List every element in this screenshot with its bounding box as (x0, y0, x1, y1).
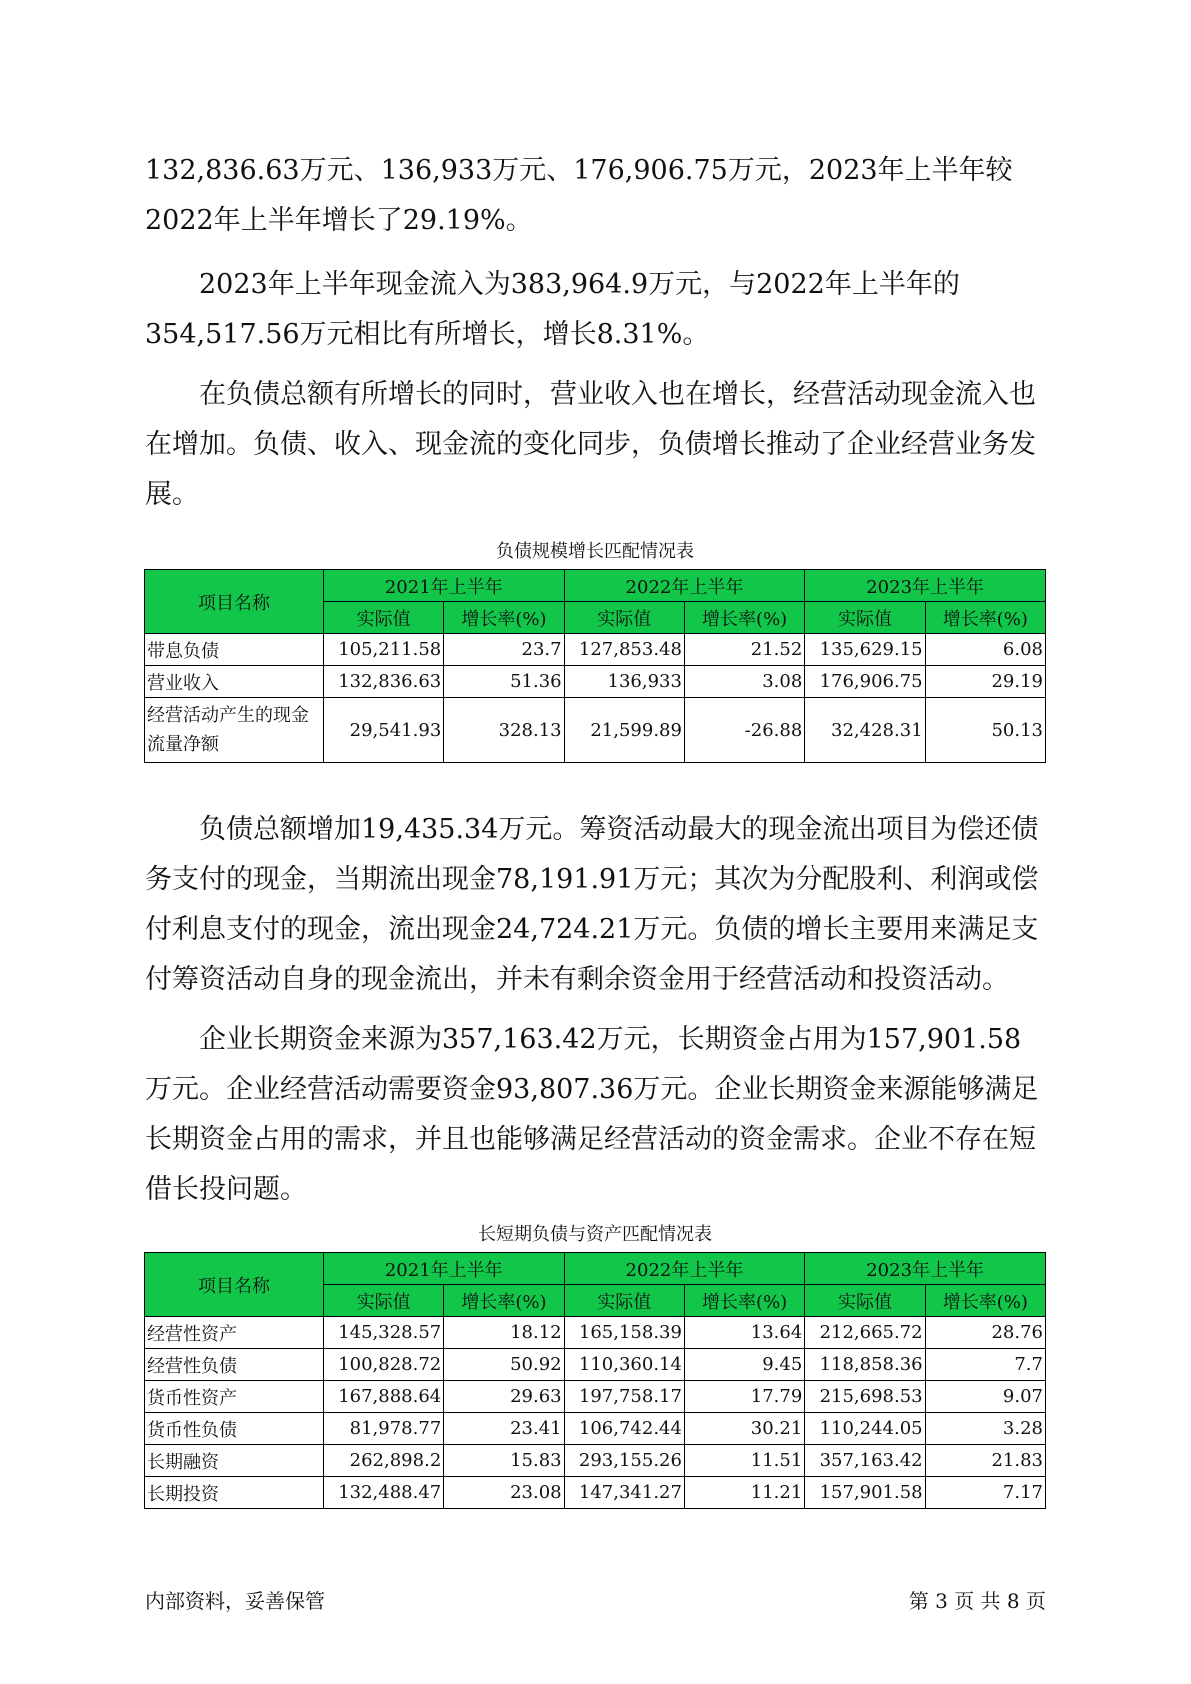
table-row (145, 1317, 1046, 1349)
footer-confidential-note: 内部资料，妥善保管 (145, 1589, 325, 1613)
paragraph-1: 132,836.63万元、136,933万元、176,906.75万元，2023年上半年较2022年上半年增长了29.19%。 (145, 155, 1013, 236)
table-cell: 197,758.17 (564, 1381, 684, 1413)
growth-header: 增长率(%) (684, 602, 804, 634)
row-label: 长期融资 (145, 1445, 324, 1477)
debt-growth-table (144, 569, 1046, 763)
actual-header: 实际值 (805, 1285, 925, 1317)
paragraph-3: 在负债总额有所增长的同时，营业收入也在增长，经营活动现金流入也在增加。负债、收入、现金流的变化同步，负债增长推动了企业经营业务发展。 (145, 379, 1036, 510)
period-header: 2023年上半年 (805, 1253, 1046, 1285)
table-cell: 18.12 (444, 1317, 564, 1349)
table-cell: 328.13 (444, 698, 564, 763)
table-cell: 32,428.31 (805, 698, 925, 763)
table-cell: 17.79 (684, 1381, 804, 1413)
row-label: 营业收入 (145, 666, 324, 698)
row-label: 经营性负债 (145, 1349, 324, 1381)
growth-header: 增长率(%) (925, 1285, 1045, 1317)
table-cell: 293,155.26 (564, 1445, 684, 1477)
table-cell: 3.28 (925, 1413, 1045, 1445)
table-cell: -26.88 (684, 698, 804, 763)
actual-header: 实际值 (323, 602, 443, 634)
table-cell: 118,858.36 (805, 1349, 925, 1381)
table-cell: 135,629.15 (805, 634, 925, 666)
growth-header: 增长率(%) (444, 602, 564, 634)
table-cell: 23.08 (444, 1477, 564, 1509)
table-row (145, 1477, 1046, 1509)
row-label: 货币性资产 (145, 1381, 324, 1413)
table-cell: 81,978.77 (323, 1413, 443, 1445)
table-cell: 167,888.64 (323, 1381, 443, 1413)
table-cell: 7.17 (925, 1477, 1045, 1509)
table-cell: 9.07 (925, 1381, 1045, 1413)
period-header: 2022年上半年 (564, 1253, 805, 1285)
table-cell: 145,328.57 (323, 1317, 443, 1349)
table-cell: 165,158.39 (564, 1317, 684, 1349)
table-cell: 127,853.48 (564, 634, 684, 666)
table-row (145, 698, 1046, 763)
table-cell: 29,541.93 (323, 698, 443, 763)
table-cell: 110,360.14 (564, 1349, 684, 1381)
table-cell: 51.36 (444, 666, 564, 698)
table2-caption: 长短期负债与资产匹配情况表 (478, 1224, 712, 1245)
table-cell: 212,665.72 (805, 1317, 925, 1349)
table-cell: 50.92 (444, 1349, 564, 1381)
table-cell: 29.19 (925, 666, 1045, 698)
table-cell: 21.52 (684, 634, 804, 666)
table-cell: 15.83 (444, 1445, 564, 1477)
table-row (145, 1349, 1046, 1381)
page-number: 第 3 页 共 8 页 (908, 1589, 1046, 1613)
table-cell: 105,211.58 (323, 634, 443, 666)
table-cell: 28.76 (925, 1317, 1045, 1349)
table1-caption: 负债规模增长匹配情况表 (496, 541, 694, 562)
table-cell: 9.45 (684, 1349, 804, 1381)
name-header: 项目名称 (145, 1253, 324, 1317)
table-cell: 262,898.2 (323, 1445, 443, 1477)
table-cell: 176,906.75 (805, 666, 925, 698)
row-label: 货币性负债 (145, 1413, 324, 1445)
table-cell: 11.21 (684, 1477, 804, 1509)
period-header: 2021年上半年 (323, 1253, 564, 1285)
liability-asset-match-table (144, 1252, 1046, 1509)
paragraph-2: 2023年上半年现金流入为383,964.9万元，与2022年上半年的354,517.56万元相比有所增长，增长8.31%。 (145, 269, 960, 350)
paragraph-4: 负债总额增加19,435.34万元。筹资活动最大的现金流出项目为偿还债务支付的现金，当期流出现金78,191.91万元；其次为分配股利、利润或偿付利息支付的现金，流出现金24,724.21万元。负债的增长主要用来满足支付筹资活动自身的现金流出，并未有剩余资金用于经营活动和投资活动。 (145, 814, 1039, 995)
table-cell: 11.51 (684, 1445, 804, 1477)
table-cell: 136,933 (564, 666, 684, 698)
table-cell: 106,742.44 (564, 1413, 684, 1445)
table-row (145, 1445, 1046, 1477)
table-cell: 132,488.47 (323, 1477, 443, 1509)
table-cell: 357,163.42 (805, 1445, 925, 1477)
table-cell: 7.7 (925, 1349, 1045, 1381)
actual-header: 实际值 (323, 1285, 443, 1317)
table-cell: 147,341.27 (564, 1477, 684, 1509)
table-cell: 3.08 (684, 666, 804, 698)
paragraph-5: 企业长期资金来源为357,163.42万元，长期资金占用为157,901.58万元。企业经营活动需要资金93,807.36万元。企业长期资金来源能够满足长期资金占用的需求，并且也能够满足经营活动的资金需求。企业不存在短借长投问题。 (145, 1024, 1039, 1205)
table-cell: 110,244.05 (805, 1413, 925, 1445)
table-row (145, 666, 1046, 698)
row-label: 带息负债 (145, 634, 324, 666)
row-label: 长期投资 (145, 1477, 324, 1509)
table-cell: 157,901.58 (805, 1477, 925, 1509)
period-header: 2023年上半年 (805, 570, 1046, 602)
period-header: 2021年上半年 (323, 570, 564, 602)
table-cell: 21.83 (925, 1445, 1045, 1477)
row-label: 经营性资产 (145, 1317, 324, 1349)
actual-header: 实际值 (564, 602, 684, 634)
period-header: 2022年上半年 (564, 570, 805, 602)
actual-header: 实际值 (805, 602, 925, 634)
table-cell: 29.63 (444, 1381, 564, 1413)
table-cell: 215,698.53 (805, 1381, 925, 1413)
table-cell: 23.41 (444, 1413, 564, 1445)
table-cell: 100,828.72 (323, 1349, 443, 1381)
growth-header: 增长率(%) (925, 602, 1045, 634)
row-label: 经营活动产生的现金流量净额 (145, 698, 324, 763)
table-cell: 6.08 (925, 634, 1045, 666)
table-row (145, 634, 1046, 666)
table-cell: 23.7 (444, 634, 564, 666)
table-cell: 132,836.63 (323, 666, 443, 698)
growth-header: 增长率(%) (684, 1285, 804, 1317)
table-row (145, 1381, 1046, 1413)
growth-header: 增长率(%) (444, 1285, 564, 1317)
name-header: 项目名称 (145, 570, 324, 634)
table-row (145, 1413, 1046, 1445)
actual-header: 实际值 (564, 1285, 684, 1317)
table-cell: 21,599.89 (564, 698, 684, 763)
table-cell: 13.64 (684, 1317, 804, 1349)
table-cell: 30.21 (684, 1413, 804, 1445)
table-cell: 50.13 (925, 698, 1045, 763)
